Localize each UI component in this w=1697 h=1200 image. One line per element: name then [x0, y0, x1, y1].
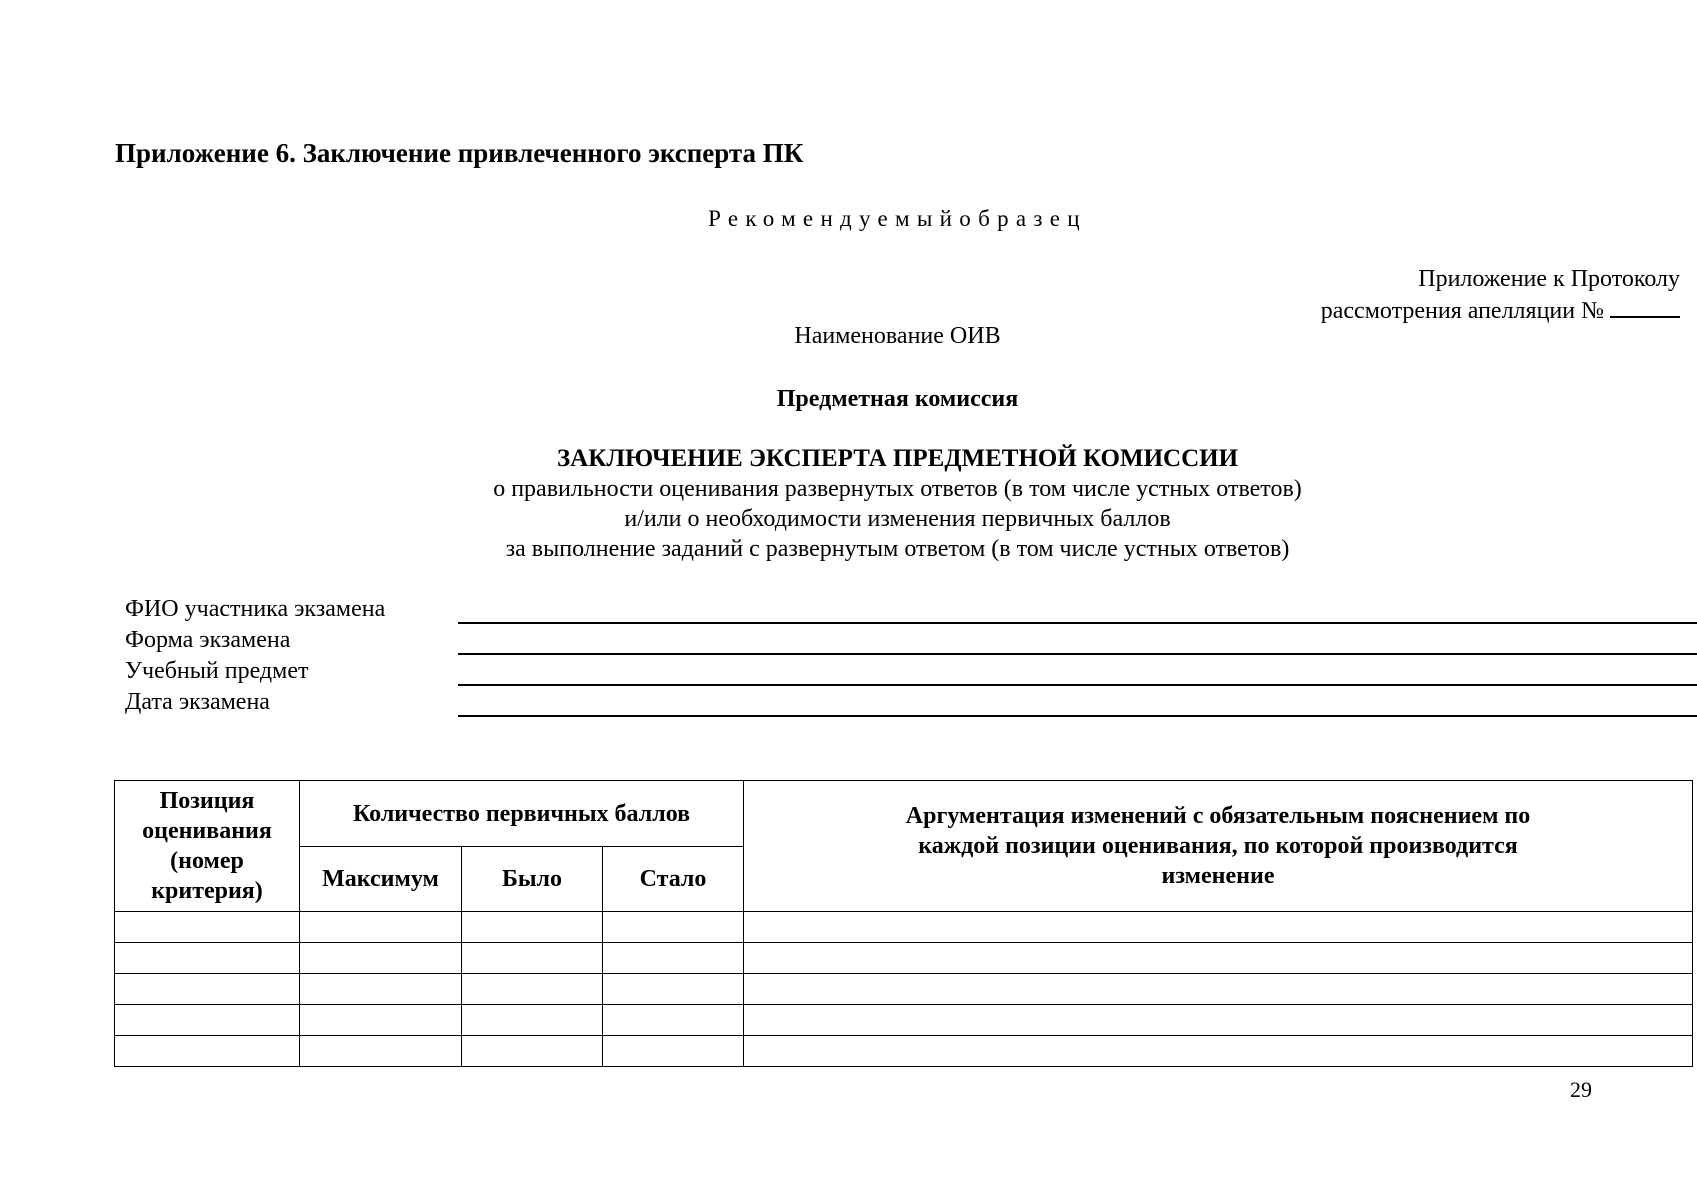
protocol-reference	[1321, 264, 1680, 326]
field-label: Дата экзамена	[125, 689, 270, 715]
field-label: ФИО участника экзамена	[125, 596, 386, 622]
conclusion-title: ЗАКЛЮЧЕНИЕ ЭКСПЕРТА ПРЕДМЕТНОЙ КОМИССИИ	[556, 445, 1239, 472]
table-row	[115, 1005, 1693, 1036]
table-cell[interactable]	[115, 1005, 300, 1036]
was-header: Было	[462, 847, 603, 912]
table-cell[interactable]	[462, 943, 603, 974]
argument-header-text: Аргументация изменений с обязательным пояснением по каждой позиции оценивания, по которой производится изменение	[905, 803, 1531, 889]
table-cell[interactable]	[603, 943, 744, 974]
table-cell[interactable]	[603, 912, 744, 943]
field-exam-date-line[interactable]	[458, 715, 1697, 717]
table-cell[interactable]	[300, 1005, 462, 1036]
max-header: Максимум	[300, 847, 462, 912]
protocol-reference-line-2-text: рассмотрения апелляции №	[1320, 298, 1604, 324]
field-exam-form-line[interactable]	[458, 653, 1697, 655]
field-exam-date	[125, 689, 1697, 719]
position-header-text: Позиция оценивания (номер критерия)	[142, 788, 272, 904]
table-cell[interactable]	[744, 1036, 1693, 1067]
conclusion-block	[0, 444, 1697, 564]
appeal-number-blank[interactable]	[1610, 294, 1680, 318]
conclusion-line-1: о правильности оценивания развернутых ответов (в том числе устных ответов)	[493, 476, 1302, 502]
field-label: Форма экзамена	[125, 627, 291, 653]
table-cell[interactable]	[300, 943, 462, 974]
table-cell[interactable]	[115, 943, 300, 974]
field-participant-name	[125, 596, 1697, 626]
table-row	[115, 912, 1693, 943]
table-cell[interactable]	[462, 1005, 603, 1036]
oiv-name: Наименование ОИВ	[794, 323, 1001, 349]
conclusion-line-3: за выполнение заданий с развернутым ответом (в том числе устных ответов)	[505, 536, 1290, 562]
field-participant-name-line[interactable]	[458, 622, 1697, 624]
became-header: Стало	[603, 847, 744, 912]
criteria-table	[114, 780, 1693, 1067]
table-cell[interactable]	[744, 943, 1693, 974]
field-subject-line[interactable]	[458, 684, 1697, 686]
table-cell[interactable]	[462, 912, 603, 943]
table-cell[interactable]	[462, 974, 603, 1005]
table-cell[interactable]	[115, 912, 300, 943]
page-number: 29	[1570, 1077, 1592, 1102]
table-cell[interactable]	[744, 912, 1693, 943]
table-cell[interactable]	[603, 974, 744, 1005]
field-exam-form	[125, 627, 1697, 657]
table-cell[interactable]	[115, 974, 300, 1005]
table-row	[115, 943, 1693, 974]
commission-title: Предметная комиссия	[776, 386, 1019, 412]
conclusion-line-2: и/или о необходимости изменения первичных баллов	[624, 506, 1171, 532]
table-cell[interactable]	[300, 1036, 462, 1067]
field-subject	[125, 658, 1697, 688]
table-cell[interactable]	[462, 1036, 603, 1067]
appendix-heading: Приложение 6. Заключение привлеченного эксперта ПК	[115, 138, 804, 168]
table-cell[interactable]	[603, 1005, 744, 1036]
scores-header: Количество первичных баллов	[300, 781, 744, 847]
table-cell[interactable]	[603, 1036, 744, 1067]
field-label: Учебный предмет	[125, 658, 309, 684]
table-cell[interactable]	[744, 974, 1693, 1005]
table-cell[interactable]	[115, 1036, 300, 1067]
protocol-reference-line-1: Приложение к Протоколу	[1418, 266, 1680, 292]
protocol-reference-line-2	[1321, 294, 1680, 326]
sample-label: Рекомендуемыйобразец	[708, 206, 1087, 231]
table-cell[interactable]	[744, 1005, 1693, 1036]
position-header	[115, 781, 300, 912]
table-cell[interactable]	[300, 912, 462, 943]
argument-header	[744, 781, 1693, 912]
table-cell[interactable]	[300, 974, 462, 1005]
table-row	[115, 1036, 1693, 1067]
table-row	[115, 974, 1693, 1005]
